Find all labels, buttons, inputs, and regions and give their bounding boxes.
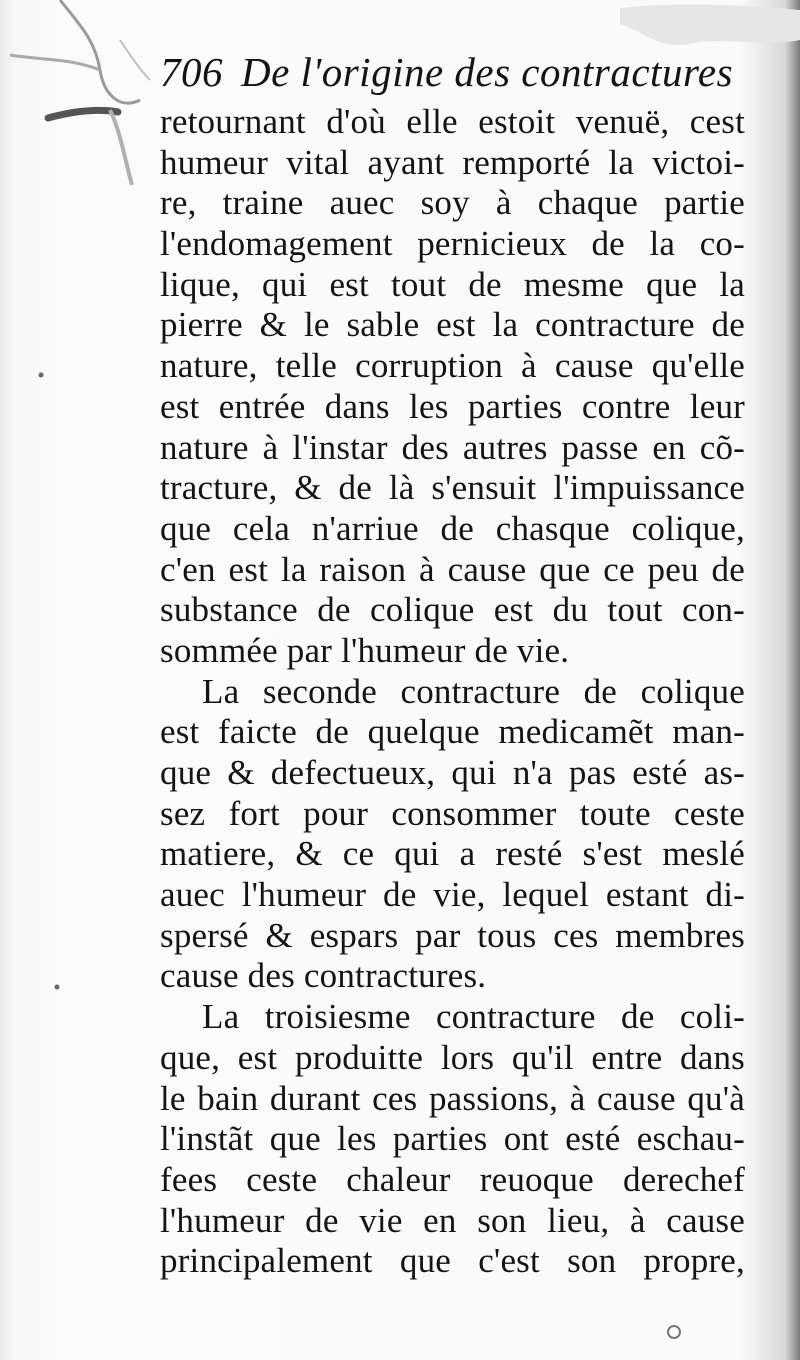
text-line: principalement que c'est son propre, (160, 1241, 745, 1281)
text-line: est entrée dans les parties contre leur (160, 386, 745, 426)
text-line: que & defectueux, qui n'a pas esté as- (160, 753, 745, 792)
text-line: cause des contractures. (160, 956, 487, 996)
body-text (160, 102, 745, 1282)
text-line: c'en est la raison à cause que ce peu de (160, 549, 745, 589)
page-stain-top-left (0, 0, 170, 200)
text-line: pierre & le sable est la contracture de (160, 305, 745, 345)
text-line: sommée par l'humeur de vie. (160, 630, 570, 670)
page-number: 706 (160, 49, 223, 95)
text-line: auec l'humeur de vie, lequel estant di- (160, 875, 745, 915)
page-speck-bottom-right (660, 1318, 690, 1348)
text-line: matiere, & ce qui a resté s'est meslé (160, 834, 745, 874)
page-speck-left (52, 982, 62, 992)
text-line: que, est produitte lors qu'il entre dans (160, 1037, 745, 1077)
running-title: De l'origine des contractures (241, 49, 734, 95)
text-line: sez fort pour consommer toute ceste (160, 793, 745, 833)
text-line: retournant d'où elle estoit venuë, cest (160, 102, 745, 141)
text-line: spersé & espars par tous ces membres (160, 915, 745, 955)
text-line: nature, telle corruption à cause qu'elle (160, 346, 745, 386)
page-speck-left (36, 370, 46, 380)
text-line: tracture, & de là s'ensuit l'impuissance (160, 468, 745, 508)
text-line: humeur vital ayant remporté la victoi- (160, 142, 745, 182)
text-line: l'endomagement pernicieux de la co- (160, 224, 745, 264)
text-line: re, traine auec soy à chaque partie (160, 183, 745, 223)
text-line: fees ceste chaleur reuoque derechef (160, 1159, 745, 1199)
text-line: l'instãt que les parties ont esté eschau- (160, 1119, 745, 1159)
text-line: le bain durant ces passions, à cause qu'à (160, 1078, 745, 1118)
running-header (160, 48, 734, 100)
text-line: que cela n'arriue de chasque colique, (160, 508, 745, 548)
text-line: l'humeur de vie en son lieu, à cause (160, 1200, 745, 1240)
text-line: lique, qui est tout de mesme que la (160, 264, 745, 304)
text-line: substance de colique est du tout con- (160, 590, 745, 630)
text-line: est faicte de quelque medicamẽt man- (160, 712, 745, 752)
paragraph-first-line: La seconde contracture de colique (202, 671, 745, 711)
paragraph-first-line: La troisiesme contracture de coli- (202, 997, 745, 1037)
text-line: nature à l'instar des autres passe en cõ- (160, 427, 745, 467)
